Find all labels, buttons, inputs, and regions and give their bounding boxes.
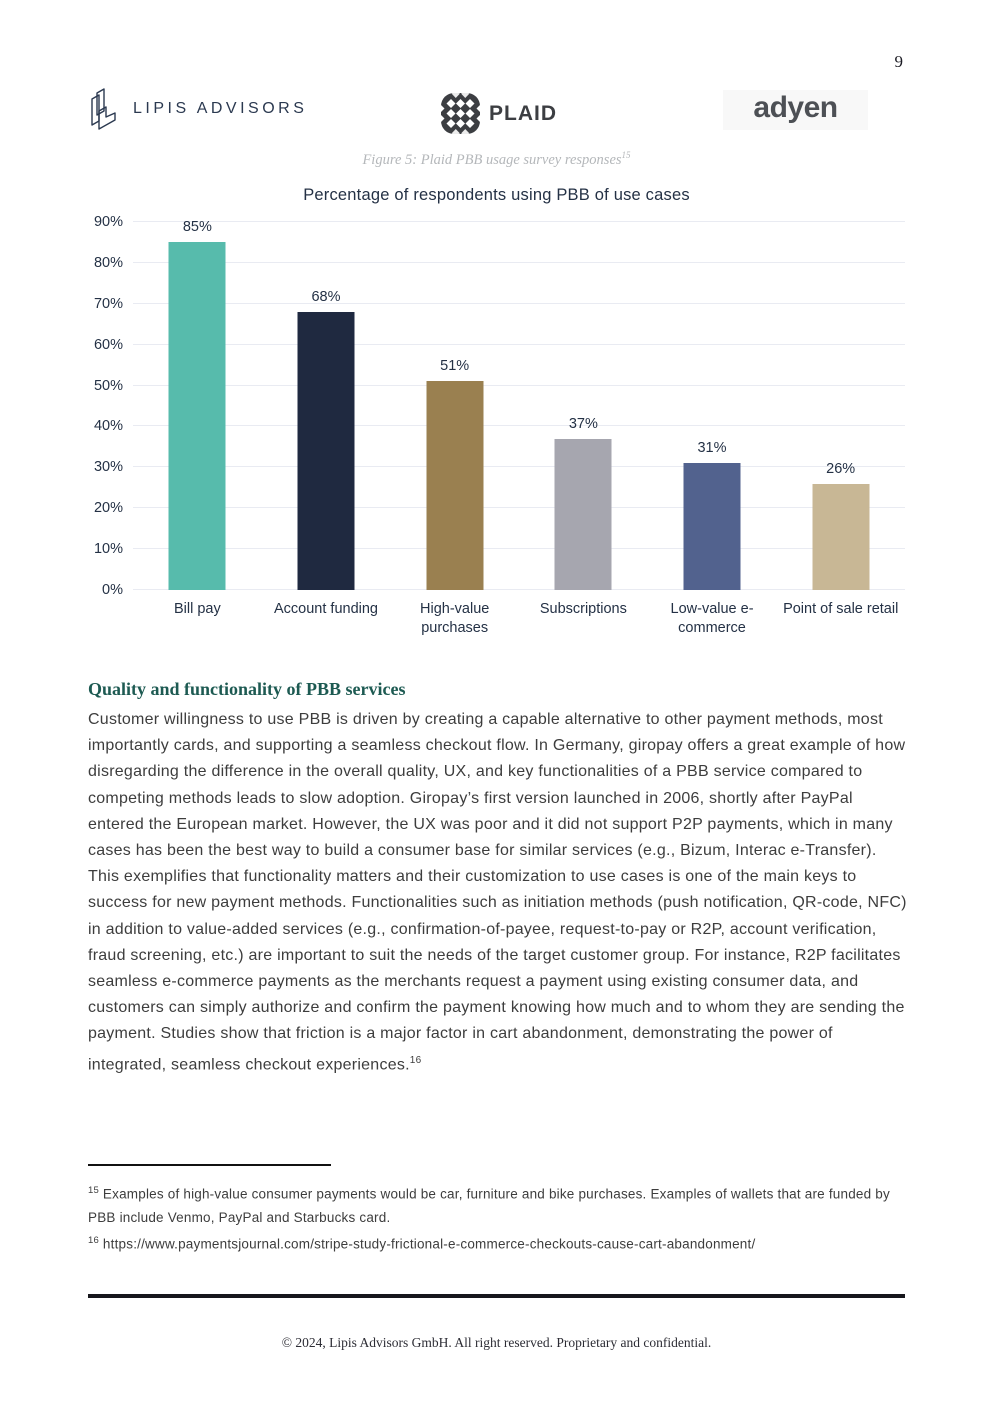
page-number: 9 bbox=[894, 52, 903, 71]
footnote-16 bbox=[88, 1229, 910, 1256]
body-footnote-ref: 16 bbox=[409, 1054, 422, 1066]
footnote-16-link[interactable]: https://www.paymentsjournal.com/stripe-study-frictional-e-commerce-checkouts-cause-cart-abandonment/ bbox=[102, 1236, 756, 1251]
x-axis-category-label-bill-pay: Bill pay bbox=[173, 601, 221, 617]
y-axis-tick-label: 40% bbox=[93, 418, 123, 435]
footnote-15-text: Examples of high-value consumer payments would be car, furniture and bike purchases. Examples of wallets that are funded by PBB include Venmo, PayPal and Starbucks card. bbox=[88, 1186, 890, 1225]
footer-rule bbox=[88, 1294, 905, 1298]
bar-value-label-account-funding: 68% bbox=[311, 288, 341, 305]
plaid-wordmark: PLAID bbox=[489, 101, 557, 125]
bar-slot-bill-pay bbox=[133, 219, 262, 590]
bar-slot-point-of-sale-retail bbox=[776, 222, 905, 590]
plaid-logo bbox=[440, 92, 557, 135]
bar-high-value-purchases bbox=[426, 381, 483, 590]
plaid-icon bbox=[440, 92, 481, 135]
body-section bbox=[88, 679, 910, 1078]
figure-caption-text: Figure 5: Plaid PBB usage survey responses bbox=[362, 151, 622, 168]
y-axis-tick-label: 80% bbox=[93, 254, 123, 271]
body-paragraph bbox=[88, 707, 910, 1078]
lipis-advisors-wordmark: LIPIS ADVISORS bbox=[133, 100, 308, 117]
y-axis-tick-label: 10% bbox=[93, 541, 123, 558]
figure-caption-footnote-ref: 15 bbox=[621, 150, 631, 160]
chart-x-axis bbox=[133, 600, 905, 638]
bar-value-label-subscriptions: 37% bbox=[568, 415, 598, 432]
footnote-16-marker: 16 bbox=[88, 1234, 99, 1246]
section-heading: Quality and functionality of PBB services bbox=[88, 679, 406, 699]
figure-caption bbox=[0, 150, 993, 169]
footer-copyright: © 2024, Lipis Advisors GmbH. All right reserved. Proprietary and confidential. bbox=[281, 1335, 712, 1350]
bar-value-label-high-value-purchases: 51% bbox=[440, 358, 470, 375]
y-axis-tick-label: 20% bbox=[93, 500, 123, 517]
chart-plot-area bbox=[88, 214, 905, 598]
adyen-logo bbox=[723, 90, 868, 130]
footnote-separator bbox=[88, 1164, 331, 1166]
page-footer bbox=[88, 1294, 905, 1351]
body-paragraph-text: Customer willingness to use PBB is driven by creating a capable alternative to other payment methods, most importantly cards, and supporting a seamless checkout flow. In Germany, giropay offers a great example of how disregarding the difference in the overall quality, UX, and key functionalities of a PBB service compared to competing methods leads to slow adoption. Giropay’s first version launched in 2006, shortly after PayPal entered the European market. However, the UX was poor and it did not support P2P payments, which in many cases has been the best way to build a consumer base for similar services (e.g., Bizum, Interac e-Transfer). This exemplifies that functionality matters and their customization to use cases is one of the main keys to success for new payment methods. Functionalities such as initiation methods (push notification, QR-code, NFC) in addition to value-added services (e.g., confirmation-of-payee, request-to-pay or R2P, account verification, fraud screening, etc.) are important to suit the needs of the target customer group. For instance, R2P facilitates seamless e-commerce payments as the merchants request a payment using existing consumer data, and customers can simply authorize and confirm the payment knowing how much and to whom they are sending the payment. Studies show that friction is a major factor in cart abandonment, demonstrating the power of integrated, seamless checkout experiences. bbox=[88, 711, 907, 1073]
bar-slot-low-value-e-commerce bbox=[648, 222, 777, 590]
bar-value-label-bill-pay: 85% bbox=[182, 219, 212, 236]
chart-title: Percentage of respondents using PBB of use cases bbox=[303, 186, 690, 204]
bar-subscriptions bbox=[555, 439, 612, 590]
chart-y-axis bbox=[88, 214, 133, 598]
footnote-15 bbox=[88, 1179, 910, 1229]
y-axis-tick-label: 90% bbox=[93, 214, 123, 230]
lipis-advisors-icon bbox=[88, 86, 122, 132]
y-axis-tick-label: 70% bbox=[93, 295, 123, 312]
x-axis-category-label-point-of-sale-retail: Point of sale retail bbox=[783, 601, 899, 617]
bar-chart bbox=[88, 186, 905, 638]
x-axis-category-label-subscriptions: Subscriptions bbox=[539, 601, 627, 617]
bar-value-label-low-value-e-commerce: 31% bbox=[697, 440, 727, 457]
y-axis-tick-label: 0% bbox=[102, 582, 123, 598]
y-axis-tick-label: 30% bbox=[93, 459, 123, 476]
chart-plot bbox=[133, 219, 905, 590]
bar-low-value-e-commerce bbox=[683, 463, 740, 590]
header-logos bbox=[88, 86, 905, 138]
bar-bill-pay bbox=[169, 242, 226, 590]
x-axis-category-label-low-value-e-commerce: Low-value e-commerce bbox=[670, 601, 754, 636]
footnotes bbox=[88, 1164, 910, 1255]
bar-point-of-sale-retail bbox=[812, 484, 869, 590]
footnote-15-marker: 15 bbox=[88, 1185, 99, 1196]
bar-value-label-point-of-sale-retail: 26% bbox=[826, 460, 856, 477]
x-axis-category-label-account-funding: Account funding bbox=[274, 601, 378, 617]
y-axis-tick-label: 60% bbox=[93, 336, 123, 353]
lipis-advisors-logo bbox=[88, 86, 307, 132]
y-axis-tick-label: 50% bbox=[93, 377, 123, 394]
bar-slot-high-value-purchases bbox=[390, 222, 519, 590]
bar-slot-subscriptions bbox=[519, 222, 648, 590]
bar-account-funding bbox=[297, 312, 354, 590]
bar-slot-account-funding bbox=[262, 222, 391, 590]
x-axis-category-label-high-value-purchases: High-value purchases bbox=[420, 601, 490, 636]
adyen-wordmark: adyen bbox=[753, 91, 838, 124]
